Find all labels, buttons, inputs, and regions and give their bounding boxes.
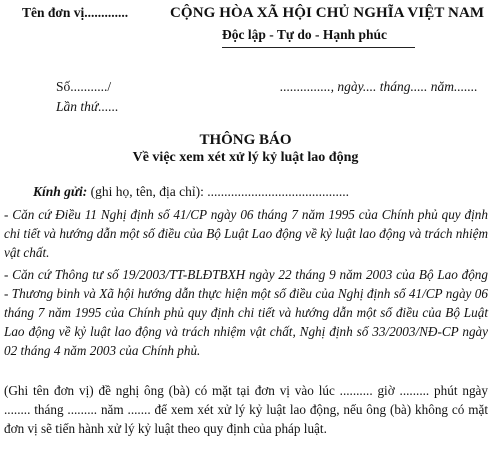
notice-body-paragraph: (Ghi tên đơn vị) đề nghị ông (bà) có mặt tại đơn vị vào lúc .......... giờ ......... phút ngày ........ tháng ......... năm ....... để xem xét xử lý kỷ luật lao động, nếu ông (bà) không có mặt đơn vị sẽ tiến hành xử lý kỷ luật theo quy định của pháp luật. <box>4 383 488 436</box>
document-title: THÔNG BÁO <box>199 132 292 148</box>
country-name: CỘNG HÒA XÃ HỘI CHỦ NGHĨA VIỆT NAM <box>170 5 485 21</box>
recipient-line <box>33 185 349 199</box>
document-subtitle: Về việc xem xét xử lý kỷ luật lao động <box>132 150 359 165</box>
legal-basis-paragraph-2: - Căn cứ Thông tư số 19/2003/TT-BLĐTBXH ngày 22 tháng 9 năm 2003 của Bộ Lao động - Thương binh và Xã hội hướng dẫn thực hiện một số điều của Nghị định số 41/CP ngày 06 tháng 7 năm 1995 của Chính phủ quy định chi tiết và hướng dẫn một số điều của Bộ Luật Lao động về kỷ luật lao động và trách nhiệm vật chất, Nghị định số 33/2003/NĐ-CP ngày 02 tháng 4 năm 2003 của Chính phủ. <box>4 267 488 358</box>
document-date: ..............., ngày.... tháng..... năm....... <box>280 79 478 94</box>
recipient-text: (ghi họ, tên, địa chỉ): .......................................... <box>87 184 349 199</box>
document-number: Số.........../ <box>56 79 112 94</box>
attempt-number: Lần thứ...... <box>56 99 119 114</box>
organization-name: Tên đơn vị............. <box>22 5 129 20</box>
motto-underline <box>222 47 415 48</box>
recipient-label: Kính gửi: <box>33 184 88 199</box>
legal-basis-paragraph-1: - Căn cứ Điều 11 Nghị định số 41/CP ngày 06 tháng 7 năm 1995 của Chính phủ quy định chi tiết và hướng dẫn một số điều của Bộ Luật Lao động về kỷ luật lao động và trách nhiệm vật chất. <box>4 207 488 260</box>
national-motto: Độc lập - Tự do - Hạnh phúc <box>222 27 388 42</box>
